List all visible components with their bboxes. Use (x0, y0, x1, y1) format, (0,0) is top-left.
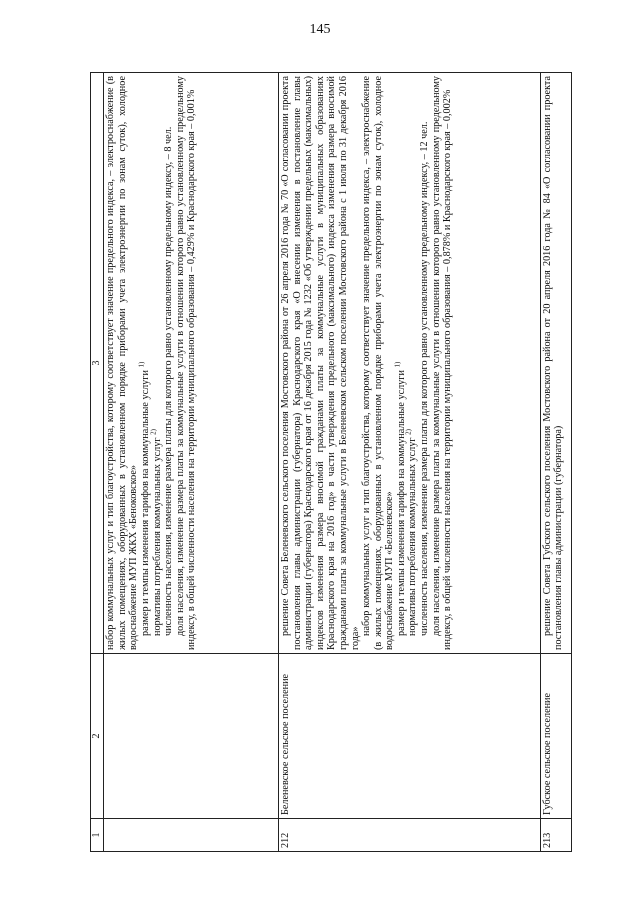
table-row-213 (540, 73, 571, 852)
footnote-ref: 1) (137, 361, 146, 368)
footnote-ref: 1) (393, 361, 402, 368)
cell-settlement: Губское сельское поселение (540, 654, 571, 819)
page-number: 145 (309, 22, 331, 37)
footnote-ref: 2) (149, 429, 158, 435)
paragraph: численность населения, изменение размера платы для которого равно установленному предельному индексу, – 8 чел. (163, 126, 175, 636)
table-row-continuation (104, 73, 279, 852)
paragraph: решение Совета Беленевского сельского поселения Мостовского района от 26 апреля 2016 года № 70 «О согласовании проекта постановления главы администрации (губернатора) Краснодарского края «О внесении изменения в постановление главы администрации (губернатора) Краснодарского края от 16 декабря 2015 года № 1232 «Об утверждении предельных (максимальных) индексов изменения размера вносимой гражданами платы за коммунальные услуги в муниципальных образованиях Краснодарского края на 2016 год» в части утверждения предельного (максимального) индекса изменения размера вносимой гражданами платы за коммунальные услуги в Беленевском сельском поселении Мостовского района с 1 июля по 31 декабря 2016 года» (279, 76, 361, 650)
cell-description (278, 73, 540, 654)
rotated-table-container (90, 72, 572, 852)
paragraph: набор коммунальных услуг и тип благоустройства, которому соответствует значение предельного индекса, – электроснабжение (в жилых помещениях, оборудованных в установленном порядке приборами учета электроэнергии по зонам суток), холодное водоснабжение МУП ЖКХ «Беноковское» (105, 76, 140, 650)
footnote-ref: 2) (405, 429, 414, 435)
paragraph: доля населения, изменение размера платы за коммунальные услуги в отношении которого равно установленному предельному индексу, в общей численности населения на территории муниципального образования – 0,878% и Краснодарского края – 0,002% (430, 76, 454, 650)
cell-settlement (104, 654, 279, 819)
table-header-row (91, 73, 104, 852)
cell-description (540, 73, 571, 654)
paragraph: решение Совета Губского сельского поселения Мостовского района от 20 апреля 2016 года № 84 «О согласовании проекта постановления главы администрации (губернатора) (541, 76, 565, 650)
cell-number (104, 819, 279, 852)
cell-settlement: Беленевское сельское поселение (278, 654, 540, 819)
header-col-1: 1 (91, 819, 104, 852)
paragraph: доля населения, изменение размера платы за коммунальные услуги в отношении которого равно установленному предельному индексу, в общей численности населения на территории муниципального образования – 0,429% и Краснодарского края – 0,001% (174, 76, 198, 650)
header-col-2: 2 (91, 654, 104, 819)
paragraph: набор коммунальных услуг и тип благоустройства, которому соответствует значение предельного индекса, – электроснабжение (в жилых помещениях, оборудованных в установленном порядке приборами учета электроэнергии по зонам суток), холодное водоснабжение МУП «Беленевское» (361, 76, 396, 650)
paragraph: размер и темпы изменения тарифов на коммунальные услуги $^{1)}$ (393, 361, 407, 636)
cell-description (104, 73, 279, 654)
cell-number: 212 (278, 819, 540, 852)
paragraph: нормативы потребления коммунальных услуг $^{2)}$ (149, 429, 163, 636)
paragraph: нормативы потребления коммунальных услуг $^{2)}$ (405, 429, 419, 636)
table-row-212 (278, 73, 540, 852)
paragraph: численность населения, изменение размера платы для которого равно установленному предельному индексу, – 12 чел. (419, 121, 431, 636)
settlements-table (90, 72, 572, 852)
cell-number: 213 (540, 819, 571, 852)
header-col-3: 3 (91, 73, 104, 654)
paragraph: размер и темпы изменения тарифов на коммунальные услуги $^{1)}$ (137, 361, 151, 636)
